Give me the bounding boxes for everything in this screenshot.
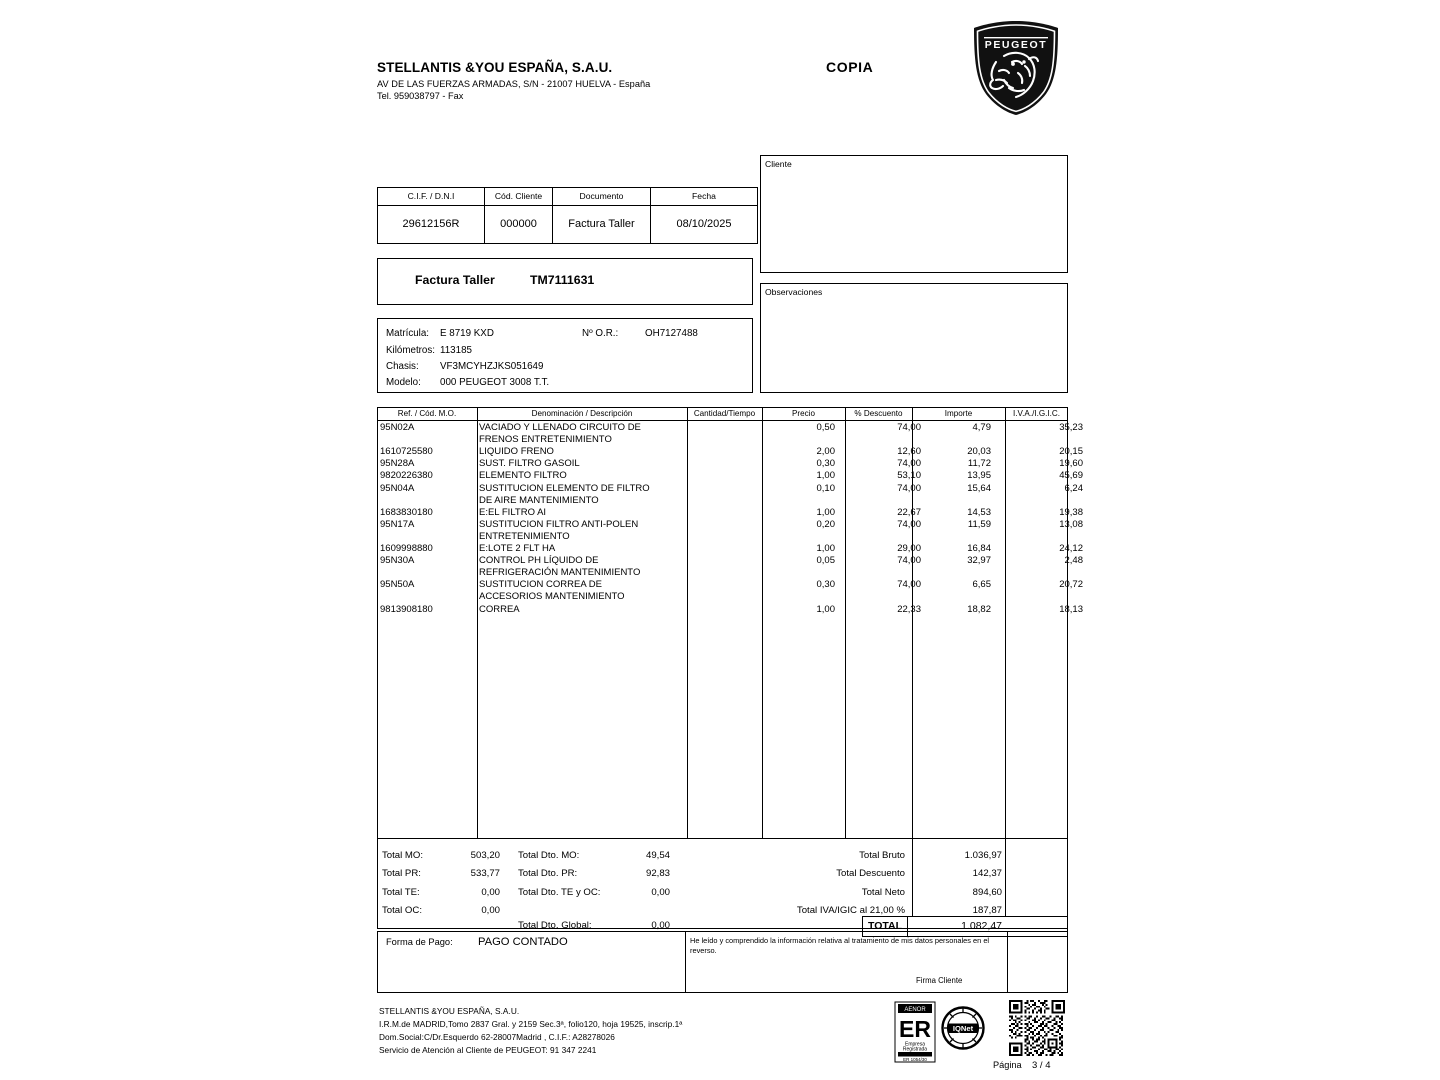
- company-address: AV DE LAS FUERZAS ARMADAS, S/N - 21007 HUELVA - España: [377, 79, 651, 89]
- cell-quantity: 1,00: [816, 603, 835, 615]
- cell-amount: 24,12: [1059, 543, 1083, 554]
- svg-text:PEUGEOT: PEUGEOT: [984, 39, 1048, 51]
- col-importe: Importe: [944, 409, 973, 418]
- cell-ref: 1683830180: [380, 506, 433, 518]
- cell-description: CORREA: [479, 603, 520, 615]
- items-table-header: [377, 407, 1068, 421]
- total-pr-label: Total PR:: [382, 868, 421, 879]
- cell-discount: 18,82: [967, 603, 991, 615]
- cell-description: VACIADO Y LLENADO CIRCUITO DE: [479, 422, 641, 433]
- cell-price: 74,00: [897, 518, 921, 530]
- invoice-number: TM7111631: [530, 273, 595, 287]
- footer-line-2: I.R.M.de MADRID,Tomo 2837 Gral. y 2159 Sec.3ª, folio120, hoja 19525, inscrip.1ª: [379, 1019, 683, 1029]
- cell-ref: 95N30A: [380, 555, 415, 567]
- cell-discount: 13,95: [967, 470, 991, 482]
- table-row: [377, 422, 1083, 434]
- cell-description: ELEMENTO FILTRO: [479, 470, 567, 482]
- cell-description: REFRIGERACIÓN MANTENIMIENTO: [479, 567, 641, 579]
- cell-ref: 9820226380: [380, 470, 433, 482]
- cell-amount: 6,24: [1064, 482, 1083, 494]
- col-cantidad: Cantidad/Tiempo: [693, 409, 756, 418]
- cell-amount: 2,48: [1064, 555, 1083, 567]
- col-precio: Precio: [792, 409, 815, 418]
- cell-price: 74,00: [897, 422, 921, 433]
- chasis-label: Chasis:: [386, 361, 419, 372]
- observaciones-box: [760, 283, 1068, 393]
- table-row: [377, 603, 1083, 616]
- cell-discount: 16,84: [967, 543, 991, 554]
- cell-ref: 95N02A: [380, 422, 415, 433]
- cell-price: 29,00: [897, 543, 921, 554]
- header-sep-5: [912, 407, 913, 421]
- total-descuento-label: Total Descuento: [836, 868, 905, 879]
- grand-total-value: 1.082,47: [961, 920, 1002, 932]
- or-label: Nº O.R.:: [582, 328, 619, 339]
- payment-method-value: PAGO CONTADO: [478, 936, 568, 948]
- header-sep-1: [477, 407, 478, 421]
- cell-discount: 14,53: [967, 506, 991, 518]
- copy-mark: COPIA: [826, 59, 874, 75]
- table-row: [377, 543, 1083, 555]
- cell-discount: 11,59: [967, 518, 991, 530]
- footer-line-3: Dom.Social:C/Dr.Esquerdo 62-28007Madrid , C.I.F.: A28278026: [379, 1032, 615, 1042]
- cell-quantity: 1,00: [816, 543, 835, 554]
- company-phone: Tel. 959038797 - Fax: [377, 91, 464, 101]
- table-row: [377, 506, 1083, 519]
- header-sep-3: [762, 407, 763, 421]
- total-dto-pr-label: Total Dto. PR:: [518, 868, 578, 879]
- footer-line-1: STELLANTIS &YOU ESPAÑA, S.A.U.: [379, 1006, 520, 1016]
- total-dto-global-label: Total Dto. Global:: [518, 920, 592, 931]
- total-dto-pr-value: 92,83: [645, 868, 670, 879]
- total-dto-te-oc-value: 0,00: [651, 887, 670, 898]
- col-ref: Ref. / Cód. M.O.: [397, 409, 457, 418]
- grand-total-label: TOTAL: [867, 920, 903, 932]
- table-row: [377, 567, 1068, 579]
- total-bruto-value: 1.036,97: [964, 850, 1002, 861]
- total-dto-te-oc-label: Total Dto. TE y OC:: [518, 887, 601, 898]
- cell-description: SUST. FILTRO GASOIL: [479, 458, 580, 470]
- cliente-label: Cliente: [765, 159, 792, 169]
- cell-price: 74,00: [897, 482, 921, 494]
- total-bruto-label: Total Bruto: [859, 850, 905, 861]
- cell-quantity: 0,05: [816, 555, 835, 567]
- svg-text:Registrada: Registrada: [902, 1046, 928, 1053]
- col-descuento: % Descuento: [854, 409, 903, 418]
- totals-sep-2: [1005, 839, 1006, 916]
- table-row: [377, 579, 1083, 591]
- cell-discount: 20,03: [967, 446, 991, 458]
- cell-price: 53,10: [897, 470, 921, 482]
- cell-ref: 95N17A: [380, 518, 415, 530]
- cell-amount: 19,60: [1059, 458, 1083, 470]
- document-header-table: [377, 187, 758, 244]
- cell-ref: 1610725580: [380, 446, 433, 458]
- total-oc-label: Total OC:: [382, 905, 422, 916]
- totals-sep-1: [912, 839, 913, 916]
- value-cod-cliente: 000000: [485, 206, 553, 244]
- cell-description: SUSTITUCION CORREA DE: [479, 579, 602, 591]
- chasis-value: VF3MCYHZJKS051649: [440, 361, 544, 372]
- cell-discount: 11,72: [967, 458, 991, 470]
- table-row: [377, 470, 1083, 482]
- cliente-box: [760, 155, 1068, 273]
- cell-amount: 35,23: [1059, 422, 1083, 433]
- svg-text:ER 1054/30: ER 1054/30: [903, 1057, 927, 1062]
- cell-price: 74,00: [897, 579, 921, 591]
- total-oc-value: 0,00: [481, 905, 500, 916]
- matricula-label: Matrícula:: [386, 328, 430, 339]
- peugeot-logo-icon: [966, 18, 1066, 118]
- total-dto-mo-value: 49,54: [645, 850, 670, 861]
- table-row: [377, 555, 1083, 567]
- cell-price: 22,33: [897, 603, 921, 615]
- cell-quantity: 0,10: [816, 482, 835, 494]
- cell-description: DE AIRE MANTENIMIENTO: [479, 494, 599, 506]
- total-te-label: Total TE:: [382, 887, 420, 898]
- items-table-body: [377, 421, 1083, 839]
- table-row: [377, 458, 1083, 470]
- cell-description: E:EL FILTRO AI: [479, 506, 547, 518]
- cell-quantity: 0,30: [816, 579, 835, 591]
- cell-quantity: 1,00: [816, 470, 835, 482]
- col-documento: Documento: [553, 188, 651, 206]
- cell-ref: 95N04A: [380, 482, 415, 494]
- cell-ref: 1609998880: [380, 543, 433, 554]
- total-iva-value: 187,87: [972, 905, 1002, 916]
- cell-amount: 45,69: [1059, 470, 1083, 482]
- svg-text:AENOR: AENOR: [904, 1007, 926, 1014]
- svg-text:Empresa: Empresa: [904, 1041, 926, 1048]
- total-mo-value: 503,20: [470, 850, 500, 861]
- payment-sep-2: [1007, 931, 1008, 993]
- page-label: Página: [993, 1060, 1022, 1070]
- header-sep-4: [845, 407, 846, 421]
- table-row: [378, 206, 758, 244]
- cell-description: E:LOTE 2 FLT HA: [479, 543, 556, 554]
- col-fecha: Fecha: [651, 188, 758, 206]
- cell-ref: 95N50A: [380, 579, 415, 591]
- cell-description: LIQUIDO FRENO: [479, 446, 554, 458]
- cell-quantity: 0,30: [816, 458, 835, 470]
- cell-quantity: 0,20: [816, 518, 835, 530]
- cell-amount: 20,15: [1059, 446, 1083, 458]
- company-name: STELLANTIS &YOU ESPAÑA, S.A.U.: [377, 60, 613, 75]
- aenor-certification-icon: [894, 1001, 936, 1063]
- table-row: [377, 495, 1068, 507]
- total-neto-label: Total Neto: [861, 887, 905, 898]
- table-row: [377, 434, 1068, 446]
- page-value: 3 / 4: [1032, 1060, 1051, 1071]
- cell-description: SUSTITUCION ELEMENTO DE FILTRO: [479, 482, 650, 494]
- col-cif: C.I.F. / D.N.I: [378, 188, 485, 206]
- table-row: [377, 482, 1083, 495]
- modelo-value: 000 PEUGEOT 3008 T.T.: [440, 377, 550, 388]
- kilometros-value: 113185: [440, 345, 472, 356]
- cell-description: SUSTITUCION FILTRO ANTI-POLEN: [479, 518, 639, 530]
- cell-price: 74,00: [897, 555, 921, 567]
- cell-discount: 6,65: [972, 579, 991, 591]
- invoice-type-label: Factura Taller: [415, 273, 495, 287]
- svg-text:ER: ER: [899, 1016, 931, 1042]
- total-mo-label: Total MO:: [382, 850, 424, 861]
- cell-description: FRENOS ENTRETENIMIENTO: [479, 434, 612, 446]
- total-pr-value: 533,77: [470, 868, 500, 879]
- table-row: [377, 591, 1068, 603]
- cell-description: CONTROL PH LÍQUIDO DE: [479, 555, 599, 567]
- cell-quantity: 0,50: [816, 422, 835, 433]
- cell-ref: 95N28A: [380, 458, 415, 470]
- total-neto-value: 894,60: [972, 887, 1002, 898]
- value-documento: Factura Taller: [553, 206, 651, 244]
- iqnet-certification-icon: [941, 1005, 985, 1051]
- table-row: [377, 531, 1068, 543]
- payment-sep-1: [685, 931, 686, 993]
- cell-discount: 4,79: [972, 422, 991, 433]
- cell-amount: 18,13: [1059, 603, 1083, 615]
- total-dto-mo-label: Total Dto. MO:: [518, 850, 580, 861]
- consent-text: He leído y comprendido la información relativa al tratamiento de mis datos personales en el reverso.: [690, 936, 990, 955]
- footer-line-4: Servicio de Atención al Cliente de PEUGEOT: 91 347 2241: [379, 1045, 597, 1055]
- svg-text:IQNet: IQNet: [952, 1024, 974, 1033]
- header-sep-2: [687, 407, 688, 421]
- qr-code-icon: [1009, 1000, 1065, 1056]
- col-cod-cliente: Cód. Cliente: [485, 188, 553, 206]
- total-dto-global-value: 0,00: [651, 920, 670, 931]
- cell-price: 12,60: [897, 446, 921, 458]
- payment-method-label: Forma de Pago:: [386, 937, 453, 947]
- value-fecha: 08/10/2025: [651, 206, 758, 244]
- kilometros-label: Kilómetros:: [386, 345, 435, 356]
- cell-discount: 15,64: [967, 482, 991, 494]
- observaciones-label: Observaciones: [765, 287, 823, 297]
- total-iva-label: Total IVA/IGIC al 21,00 %: [796, 905, 905, 916]
- cell-price: 74,00: [897, 458, 921, 470]
- or-value: OH7127488: [645, 328, 698, 339]
- cell-description: ENTRETENIMIENTO: [479, 530, 570, 542]
- value-cif: 29612156R: [378, 206, 485, 244]
- total-descuento-value: 142,37: [972, 868, 1002, 879]
- cell-amount: 20,72: [1059, 579, 1083, 591]
- modelo-label: Modelo:: [386, 377, 421, 388]
- col-denominacion: Denominación / Descripción: [531, 409, 633, 418]
- cell-discount: 32,97: [967, 555, 991, 567]
- cell-description: ACCESORIOS MANTENIMIENTO: [479, 591, 625, 603]
- cell-price: 22,67: [897, 506, 921, 518]
- header-sep-6: [1005, 407, 1006, 421]
- table-row: [377, 518, 1083, 531]
- cell-amount: 19,38: [1059, 506, 1083, 518]
- col-iva: I.V.A./I.G.I.C.: [1013, 409, 1060, 418]
- matricula-value: E 8719 KXD: [440, 328, 494, 339]
- total-te-value: 0,00: [481, 887, 500, 898]
- cell-ref: 9813908180: [380, 603, 433, 615]
- cell-quantity: 2,00: [816, 446, 835, 458]
- cell-amount: 13,08: [1059, 518, 1083, 530]
- signature-label: Firma Cliente: [916, 976, 963, 985]
- cell-quantity: 1,00: [816, 506, 835, 518]
- table-row: [377, 446, 1083, 458]
- table-header-row: [378, 188, 758, 206]
